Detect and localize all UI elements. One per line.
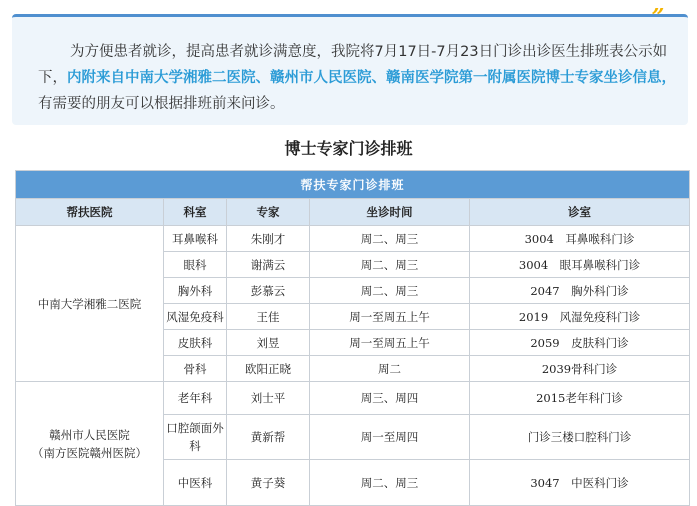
expert-cell: 刘昱 [227, 330, 310, 356]
header-time: 坐诊时间 [310, 199, 470, 226]
room-cell: 3004 眼耳鼻喉科门诊 [470, 252, 690, 278]
dept-cell: 骨科 [164, 356, 227, 382]
intro-text-before: 为方便患者就诊，提高患者就诊满意度，我院将7月17日-7月23日门诊出诊医生排班表公示如下， [38, 44, 668, 86]
room-cell: 3004 耳鼻喉科门诊 [470, 226, 690, 252]
expert-cell: 欧阳正晓 [227, 356, 310, 382]
dept-cell: 风湿免疫科 [164, 304, 227, 330]
table-row [16, 382, 690, 415]
expert-cell: 朱刚才 [227, 226, 310, 252]
table-banner: 帮扶专家门诊排班 [16, 171, 690, 199]
expert-cell: 谢满云 [227, 252, 310, 278]
time-cell: 周一至周四 [310, 415, 470, 460]
hospital-subname: （南方医院赣州医院） [32, 445, 147, 460]
expert-cell: 刘士平 [227, 382, 310, 415]
schedule-table [15, 170, 690, 506]
header-room: 诊室 [470, 199, 690, 226]
hospital-cell: 中南大学湘雅二医院 [16, 226, 164, 382]
dept-cell: 皮肤科 [164, 330, 227, 356]
intro-text-after: 有需要的朋友可以根据排班前来问诊。 [38, 96, 285, 112]
time-cell: 周三、周四 [310, 382, 470, 415]
time-cell: 周二、周三 [310, 278, 470, 304]
hospital-cell [16, 382, 164, 506]
room-cell: 2019 风湿免疫科门诊 [470, 304, 690, 330]
expert-cell: 黄子葵 [227, 460, 310, 506]
intro-paragraph [38, 39, 678, 117]
dept-cell: 老年科 [164, 382, 227, 415]
room-cell: 3047 中医科门诊 [470, 460, 690, 506]
room-cell: 2015老年科门诊 [470, 382, 690, 415]
time-cell: 周二 [310, 356, 470, 382]
header-dept: 科室 [164, 199, 227, 226]
time-cell: 周二、周三 [310, 460, 470, 506]
quote-mark-icon: ” [646, 4, 667, 30]
time-cell: 周二、周三 [310, 226, 470, 252]
dept-cell: 耳鼻喉科 [164, 226, 227, 252]
room-cell: 门诊三楼口腔科门诊 [470, 415, 690, 460]
time-cell: 周一至周五上午 [310, 330, 470, 356]
table-title: 博士专家门诊排班 [284, 139, 413, 158]
hospital-name: 赣州市人民医院 [49, 427, 130, 442]
expert-cell: 黄新帮 [227, 415, 310, 460]
room-cell: 2059 皮肤科门诊 [470, 330, 690, 356]
dept-cell: 口腔颌面外科 [164, 415, 227, 460]
time-cell: 周二、周三 [310, 252, 470, 278]
header-expert: 专家 [227, 199, 310, 226]
dept-cell: 胸外科 [164, 278, 227, 304]
table-row [16, 226, 690, 252]
dept-cell: 中医科 [164, 460, 227, 506]
intro-text-highlight: 内附来自中南大学湘雅二医院、赣州市人民医院、赣南医学院第一附属医院博士专家坐诊信息， [67, 70, 676, 86]
room-cell: 2047 胸外科门诊 [470, 278, 690, 304]
expert-cell: 王佳 [227, 304, 310, 330]
time-cell: 周一至周五上午 [310, 304, 470, 330]
dept-cell: 眼科 [164, 252, 227, 278]
room-cell: 2039骨科门诊 [470, 356, 690, 382]
expert-cell: 彭慕云 [227, 278, 310, 304]
intro-card [12, 4, 688, 125]
header-hospital: 帮扶医院 [16, 199, 164, 226]
